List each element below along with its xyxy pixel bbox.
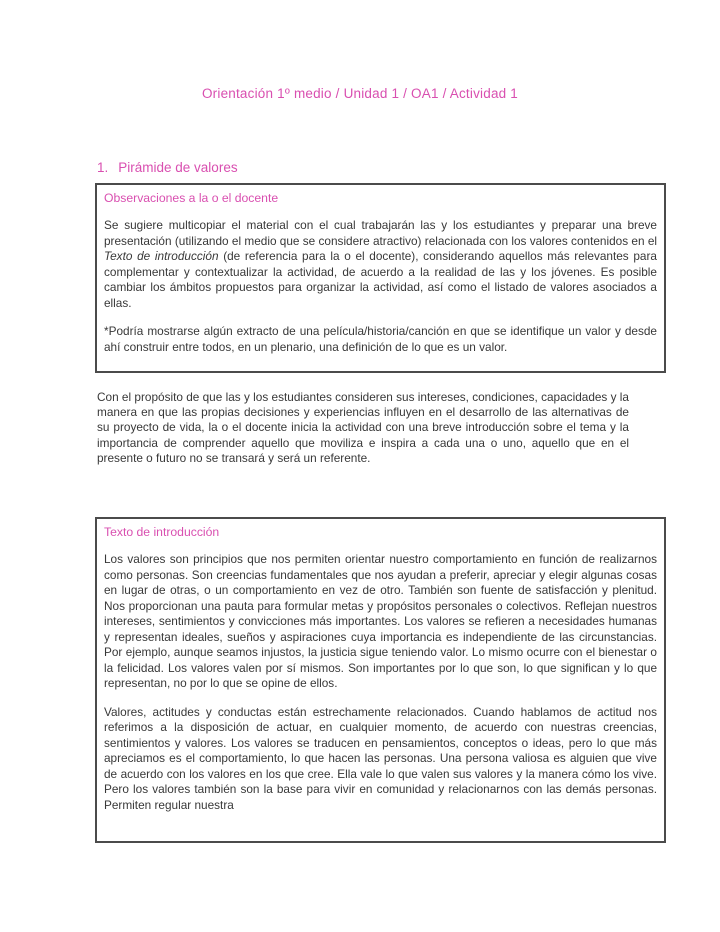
observaciones-paragraph-2: *Podría mostrarse algún extracto de una película/historia/canción en que se identifique un valor y desde ahí construir entre todos, en un plenario, una definición de lo que es un valor.: [104, 324, 657, 354]
texto-box-header: Texto de introducción: [104, 525, 220, 539]
observaciones-paragraph-1-italic: Texto de introducción: [104, 249, 219, 263]
observaciones-box: [95, 183, 666, 373]
intro-paragraph: Con el propósito de que las y los estudiantes consideren sus intereses, condiciones, capacidades y la manera en que las propias decisiones y experiencias influyen en el desarrollo de las alternativas de su proyecto de vida, la o el docente inicia la actividad con una breve introducción sobre el tema y la importancia de comprender aquello que moviliza e inspira a cada una o uno, aquello que en el presente o futuro no se transará y será un referente.: [97, 390, 629, 465]
section-number: 1.: [97, 160, 109, 175]
observaciones-box-header: Observaciones a la o el docente: [104, 191, 279, 205]
section-title: Pirámide de valores: [118, 160, 238, 175]
document-title: Orientación 1º medio / Unidad 1 / OA1 / Actividad 1: [201, 86, 519, 101]
section-heading: [97, 160, 238, 175]
observaciones-paragraph-1-text-after: (de referencia para la o el docente), considerando aquellos más relevantes para complementar y contextualizar la actividad, de acuerdo a la realidad de las y los jóvenes. Es posible cambiar los ámbitos propuestos para organizar la actividad, así como el listado de valores asociados a ellas.: [104, 249, 657, 310]
texto-paragraph-1: Los valores son principios que nos permiten orientar nuestro comportamiento en función de realizarnos como personas. Son creencias fundamentales que nos ayudan a preferir, apreciar y elegir algunas cosas en lugar de otras, o un comportamiento en vez de otro. También son fuente de satisfacción y plenitud. Nos proporcionan una pauta para formular metas y propósitos personales o colectivos. Reflejan nuestros intereses, sentimientos y convicciones más importantes. Los valores se refieren a necesidades humanas y representan ideales, sueños y aspiraciones cuya importancia es independiente de las circunstancias. Por ejemplo, aunque seamos injustos, la justicia sigue teniendo valor. Lo mismo ocurre con el bienestar o la felicidad. Los valores valen por sí mismos. Son importantes por lo que son, lo que significan y lo que representan, no por lo que se opine de ellos.: [104, 552, 657, 690]
observaciones-paragraph-1-text: Se sugiere multicopiar el material con el cual trabajarán las y los estudiantes y preparar una breve presentación (utilizando el medio que se considere atractivo) relacionada con los valores contenidos en el: [104, 218, 657, 248]
texto-introduccion-box: [95, 517, 666, 843]
observaciones-paragraph-1: [104, 218, 657, 311]
texto-paragraph-2: Valores, actitudes y conductas están estrechamente relacionados. Cuando hablamos de actitud nos referimos a la disposición de actuar, en cualquier momento, de acuerdo con nuestras creencias, sentimientos y valores. Los valores se traducen en pensamientos, conceptos o ideas, pero lo que más apreciamos es el comportamiento, lo que hacen las personas. Una persona valiosa es alguien que vive de acuerdo con los valores en los que cree. Ella vale lo que valen sus valores y la manera cómo los vive. Pero los valores también son la base para vivir en comunidad y relacionarnos con las demás personas. Permiten regular nuestra: [104, 704, 657, 812]
